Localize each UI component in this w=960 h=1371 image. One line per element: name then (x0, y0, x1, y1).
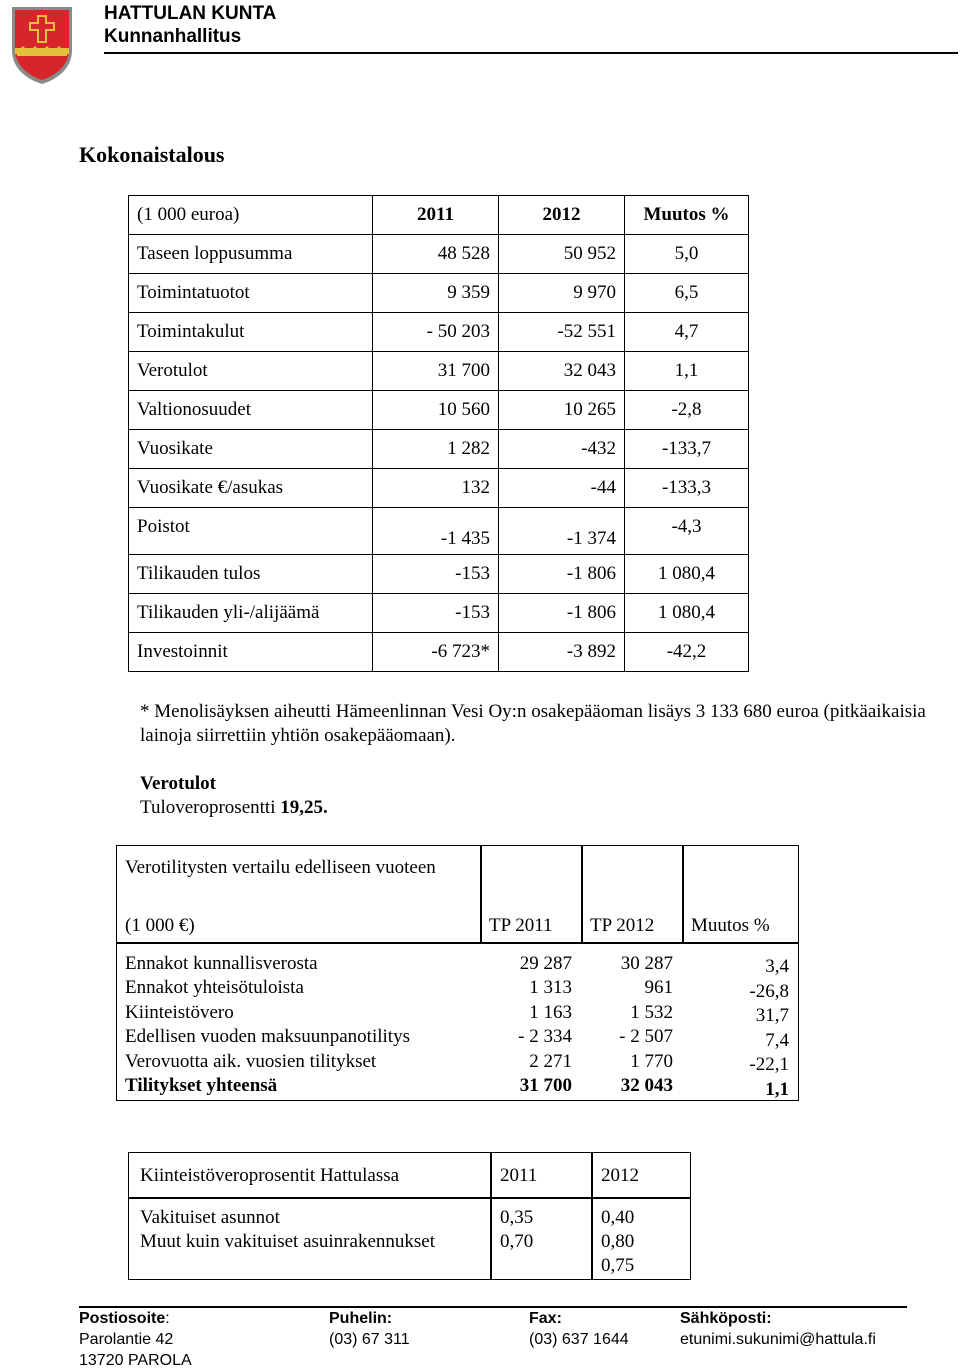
row-label-total: Tilitykset yhteensä (125, 1075, 278, 1096)
table-row (129, 313, 749, 352)
email-address: etunimi.sukunimi@hattula.fi (680, 1331, 876, 1348)
cell-2011: 31 700 (373, 352, 499, 391)
cell-change: -2,8 (625, 391, 749, 430)
tax-rate-label: Tuloveroprosentti (140, 797, 276, 818)
tax-rate-line (140, 797, 328, 819)
postal-label: Postiosoite (79, 1310, 166, 1327)
row-label: Taseen loppusumma (129, 235, 373, 274)
table-row (129, 235, 749, 274)
column-header-tp2012: TP 2012 (590, 915, 655, 936)
cell-change: -42,2 (625, 633, 749, 672)
cell-2012: -52 551 (499, 313, 625, 352)
cell-change: -133,3 (625, 469, 749, 508)
cell-tp2012: 1 770 (630, 1051, 673, 1072)
cell-change: 6,5 (625, 274, 749, 313)
cell-2011: -153 (373, 594, 499, 633)
footer-email (680, 1308, 876, 1350)
column-header-2012: 2012 (601, 1165, 639, 1186)
column-header-2011: 2011 (500, 1165, 538, 1186)
cell-change: 31,7 (755, 1005, 789, 1026)
table-caption: Verotilitysten vertailu edelliseen vuoteen (125, 857, 436, 878)
cell-tp2011: - 2 334 (518, 1026, 572, 1047)
cell-2011: 1 282 (373, 430, 499, 469)
table-row (129, 555, 749, 594)
cell-2011: 10 560 (373, 391, 499, 430)
cell-tp2011: 29 287 (519, 953, 572, 974)
column-divider (591, 1153, 593, 1279)
cell-tp2012: 30 287 (620, 953, 673, 974)
cell-2011: -1 435 (373, 508, 499, 555)
property-tax-table (128, 1152, 691, 1280)
header-divider (117, 942, 798, 944)
finance-summary-table (128, 195, 749, 672)
table-unit: (1 000 €) (125, 915, 195, 936)
cell-2012: 9 970 (499, 274, 625, 313)
header-rule (104, 52, 958, 54)
postal-city: 13720 PAROLA (79, 1352, 192, 1369)
cell-change: 4,7 (625, 313, 749, 352)
phone-label: Puhelin: (329, 1310, 393, 1327)
phone-number: (03) 67 311 (329, 1331, 410, 1348)
column-divider (581, 846, 583, 943)
table-row (129, 352, 749, 391)
cell-2012: 0,75 (601, 1255, 635, 1276)
page-title: Kokonaistalous (79, 142, 225, 167)
hattula-crest-logo (9, 4, 75, 86)
column-header-change: Muutos % (625, 196, 749, 235)
footer-fax (529, 1308, 629, 1350)
cell-change: 1 080,4 (625, 555, 749, 594)
cell-2012: -1 806 (499, 555, 625, 594)
row-label: Poistot (129, 508, 373, 555)
cell-2011: 48 528 (373, 235, 499, 274)
cell-change: -4,3 (625, 508, 749, 555)
table-row (129, 633, 749, 672)
cell-2012: -1 806 (499, 594, 625, 633)
row-label: Vakituiset asunnot (140, 1207, 280, 1228)
table-row (129, 391, 749, 430)
cell-tp2012: 1 532 (630, 1002, 673, 1023)
cell-change: -133,7 (625, 430, 749, 469)
cell-2011: - 50 203 (373, 313, 499, 352)
cell-change: 7,4 (765, 1030, 789, 1051)
column-header-2011: 2011 (373, 196, 499, 235)
cell-2012: 50 952 (499, 235, 625, 274)
row-label: Verotulot (129, 352, 373, 391)
column-divider (490, 1153, 492, 1279)
cell-2012: 0,40 (601, 1207, 635, 1228)
cell-2012: -1 374 (499, 508, 625, 555)
cell-tp2011: 1 313 (529, 977, 572, 998)
row-label: Toimintatuotot (129, 274, 373, 313)
cell-tp2011-total: 31 700 (519, 1075, 572, 1096)
row-label: Toimintakulut (129, 313, 373, 352)
cell-change: 3,4 (765, 956, 789, 977)
cell-2012: 32 043 (499, 352, 625, 391)
footnote: * Menolisäyksen aiheutti Hämeenlinnan Vesi Oy:n osakepääoman lisäys 3 133 680 euroa (pitkäaikaisia lainoja siirrettiin yhtiön osakepääomaan). (140, 701, 926, 746)
footer-postal (79, 1308, 192, 1371)
row-label: Ennakot yhteisötuloista (125, 977, 304, 998)
cell-tp2012-total: 32 043 (620, 1075, 673, 1096)
table-header-row (129, 196, 749, 235)
cell-2012: 0,80 (601, 1231, 635, 1252)
cell-tp2011: 1 163 (529, 1002, 572, 1023)
row-label: Valtionosuudet (129, 391, 373, 430)
row-label: Vuosikate (129, 430, 373, 469)
tax-rate-value: 19,25. (280, 797, 328, 818)
cell-change: 1 080,4 (625, 594, 749, 633)
cell-change-total: 1,1 (765, 1079, 789, 1100)
cell-2011: 132 (373, 469, 499, 508)
table-caption: Kiinteistöveroprosentit Hattulassa (140, 1165, 400, 1186)
cell-tp2012: - 2 507 (619, 1026, 673, 1047)
column-header-change: Muutos % (691, 915, 770, 936)
column-header-tp2011: TP 2011 (489, 915, 553, 936)
row-label: Vuosikate €/asukas (129, 469, 373, 508)
cell-2012: -44 (499, 469, 625, 508)
cell-2011: 9 359 (373, 274, 499, 313)
cell-tp2011: 2 271 (529, 1051, 572, 1072)
table-row (129, 469, 749, 508)
row-label: Muut kuin vakituiset asuinrakennukset (140, 1231, 435, 1252)
column-header-2012: 2012 (499, 196, 625, 235)
column-header-unit: (1 000 euroa) (129, 196, 373, 235)
postal-street: Parolantie 42 (79, 1331, 174, 1348)
column-divider (682, 846, 684, 943)
cell-change: -26,8 (749, 981, 789, 1002)
tax-settlement-table (116, 845, 799, 1101)
cell-2011: 0,35 (500, 1207, 534, 1228)
cell-2012: -432 (499, 430, 625, 469)
cell-change: 5,0 (625, 235, 749, 274)
organization-unit: Kunnanhallitus (104, 26, 242, 47)
table-row (129, 508, 749, 555)
row-label: Tilikauden tulos (129, 555, 373, 594)
table-row (129, 274, 749, 313)
cell-2011: -153 (373, 555, 499, 594)
cell-change: 1,1 (625, 352, 749, 391)
column-divider (480, 846, 482, 943)
cell-2011: 0,70 (500, 1231, 534, 1252)
table-row (129, 430, 749, 469)
section-heading-verotulot: Verotulot (140, 773, 216, 794)
cell-2011: -6 723* (373, 633, 499, 672)
table-row (129, 594, 749, 633)
email-label: Sähköposti: (680, 1310, 772, 1327)
row-label: Tilikauden yli-/alijäämä (129, 594, 373, 633)
fax-label: Fax: (529, 1310, 562, 1327)
header-divider (129, 1197, 690, 1199)
fax-number: (03) 637 1644 (529, 1331, 629, 1348)
postal-colon: : (165, 1310, 170, 1327)
organization-name: HATTULAN KUNTA (104, 3, 277, 24)
cell-2012: -3 892 (499, 633, 625, 672)
cell-2012: 10 265 (499, 391, 625, 430)
cell-tp2012: 961 (644, 977, 673, 998)
row-label: Kiinteistövero (125, 1002, 234, 1023)
row-label: Ennakot kunnallisverosta (125, 953, 318, 974)
organization-header (104, 2, 276, 48)
footer-phone (329, 1308, 410, 1350)
row-label: Edellisen vuoden maksuunpanotilitys (125, 1026, 410, 1047)
row-label: Investoinnit (129, 633, 373, 672)
row-label: Verovuotta aik. vuosien tilitykset (125, 1051, 377, 1072)
cell-change: -22,1 (749, 1054, 789, 1075)
